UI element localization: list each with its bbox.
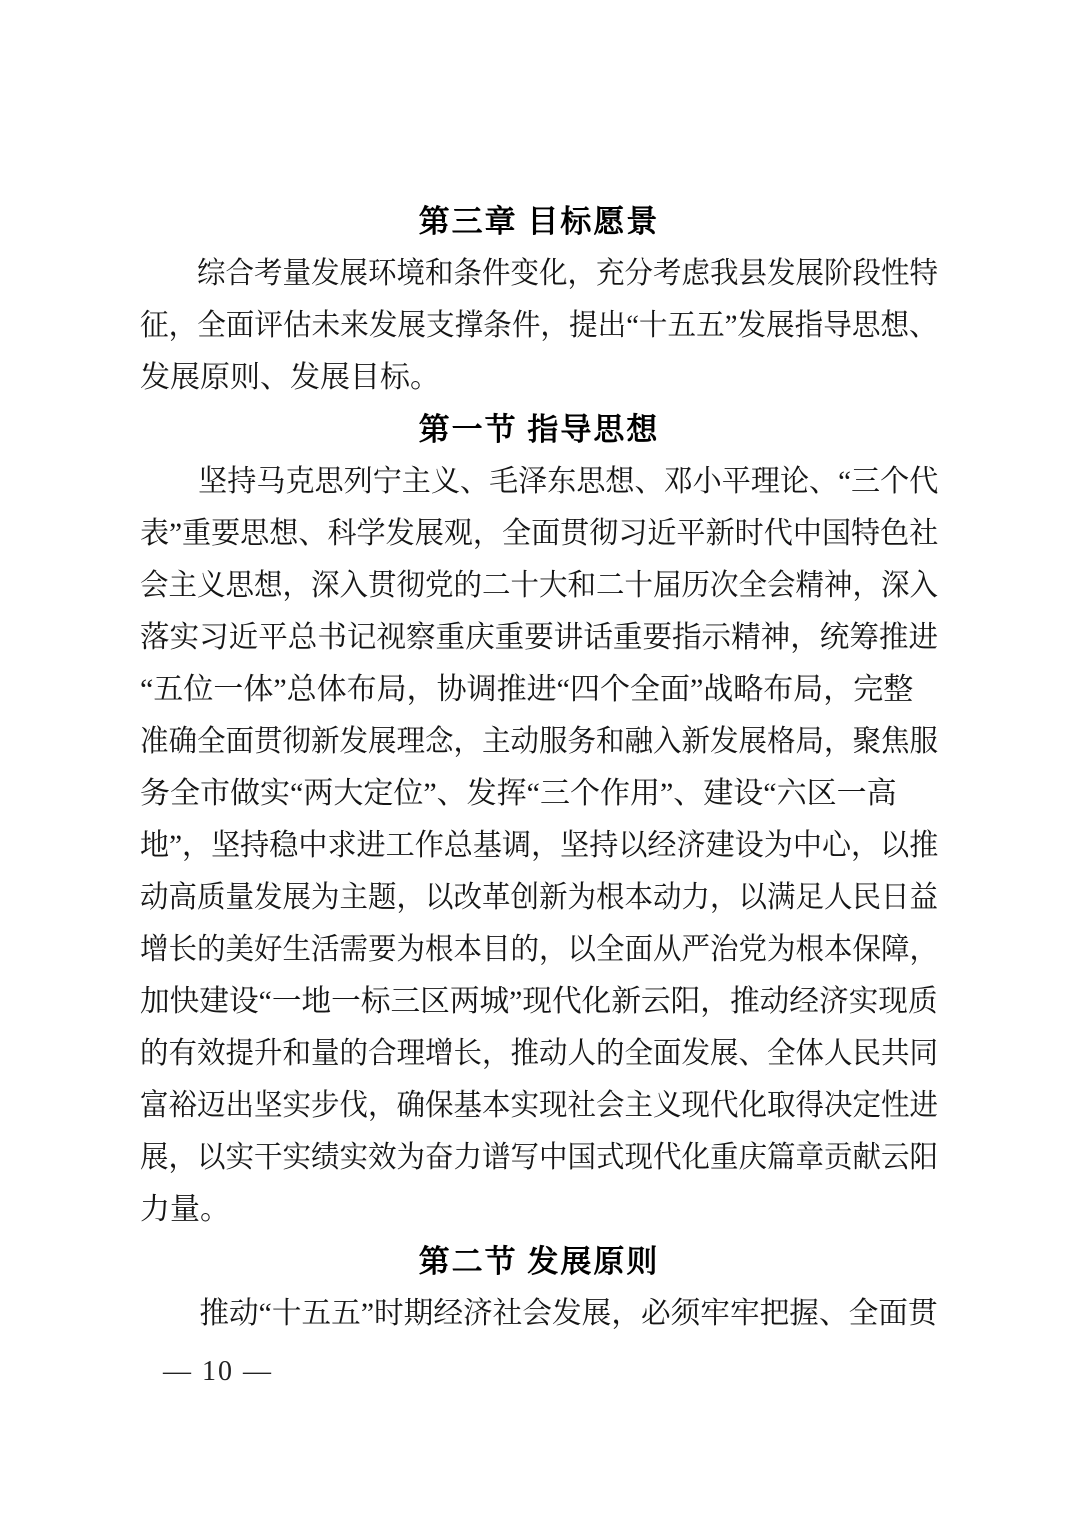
page-number: — 10 — (163, 1356, 273, 1387)
paragraph-line: 的有效提升和量的合理增长，推动人的全面发展、全体人民共同 (140, 1037, 938, 1070)
paragraph-line: 坚持马克思列宁主义、毛泽东思想、邓小平理论、“三个代 (198, 465, 939, 498)
paragraph-line: “五位一体”总体布局，协调推进“四个全面”战略布局，完整 (140, 673, 914, 706)
paragraph-line: 动高质量发展为主题，以改革创新为根本动力，以满足人民日益 (140, 881, 938, 914)
paragraph-line: 展，以实干实绩实效为奋力谱写中国式现代化重庆篇章贡献云阳 (140, 1141, 938, 1174)
paragraph-line: 力量。 (140, 1193, 230, 1226)
paragraph-line: 会主义思想，深入贯彻党的二十大和二十届历次全会精神，深入 (140, 569, 938, 602)
chapter-title: 第三章 目标愿景 (418, 204, 660, 239)
intro-paragraph-line: 综合考量发展环境和条件变化，充分考虑我县发展阶段性特 (197, 257, 938, 290)
paragraph-line: 落实习近平总书记视察重庆重要讲话重要指示精神，统筹推进 (140, 621, 938, 654)
intro-paragraph-line: 征，全面评估未来发展支撑条件，提出“十五五”发展指导思想、 (140, 309, 938, 342)
paragraph-line: 富裕迈出坚实步伐，确保基本实现社会主义现代化取得决定性进 (140, 1089, 938, 1122)
page-content (140, 196, 938, 1340)
paragraph-line: 地”，坚持稳中求进工作总基调，坚持以经济建设为中心，以推 (140, 829, 939, 862)
section-title-development-principles: 第二节 发展原则 (418, 1244, 660, 1279)
intro-paragraph-line: 发展原则、发展目标。 (140, 361, 440, 394)
paragraph-line: 加快建设“一地一标三区两城”现代化新云阳，推动经济实现质 (140, 985, 938, 1018)
paragraph-line: 推动“十五五”时期经济社会发展，必须牢牢把握、全面贯 (199, 1297, 938, 1330)
paragraph-line: 务全市做实“两大定位”、发挥“三个作用”、建设“六区一高 (140, 777, 897, 810)
paragraph-line: 增长的美好生活需要为根本目的，以全面从严治党为根本保障， (140, 933, 938, 966)
paragraph-line: 表”重要思想、科学发展观，全面贯彻习近平新时代中国特色社 (140, 517, 939, 550)
section-title-guiding-ideology: 第一节 指导思想 (418, 412, 660, 447)
paragraph-line: 准确全面贯彻新发展理念，主动服务和融入新发展格局，聚焦服 (140, 725, 938, 758)
